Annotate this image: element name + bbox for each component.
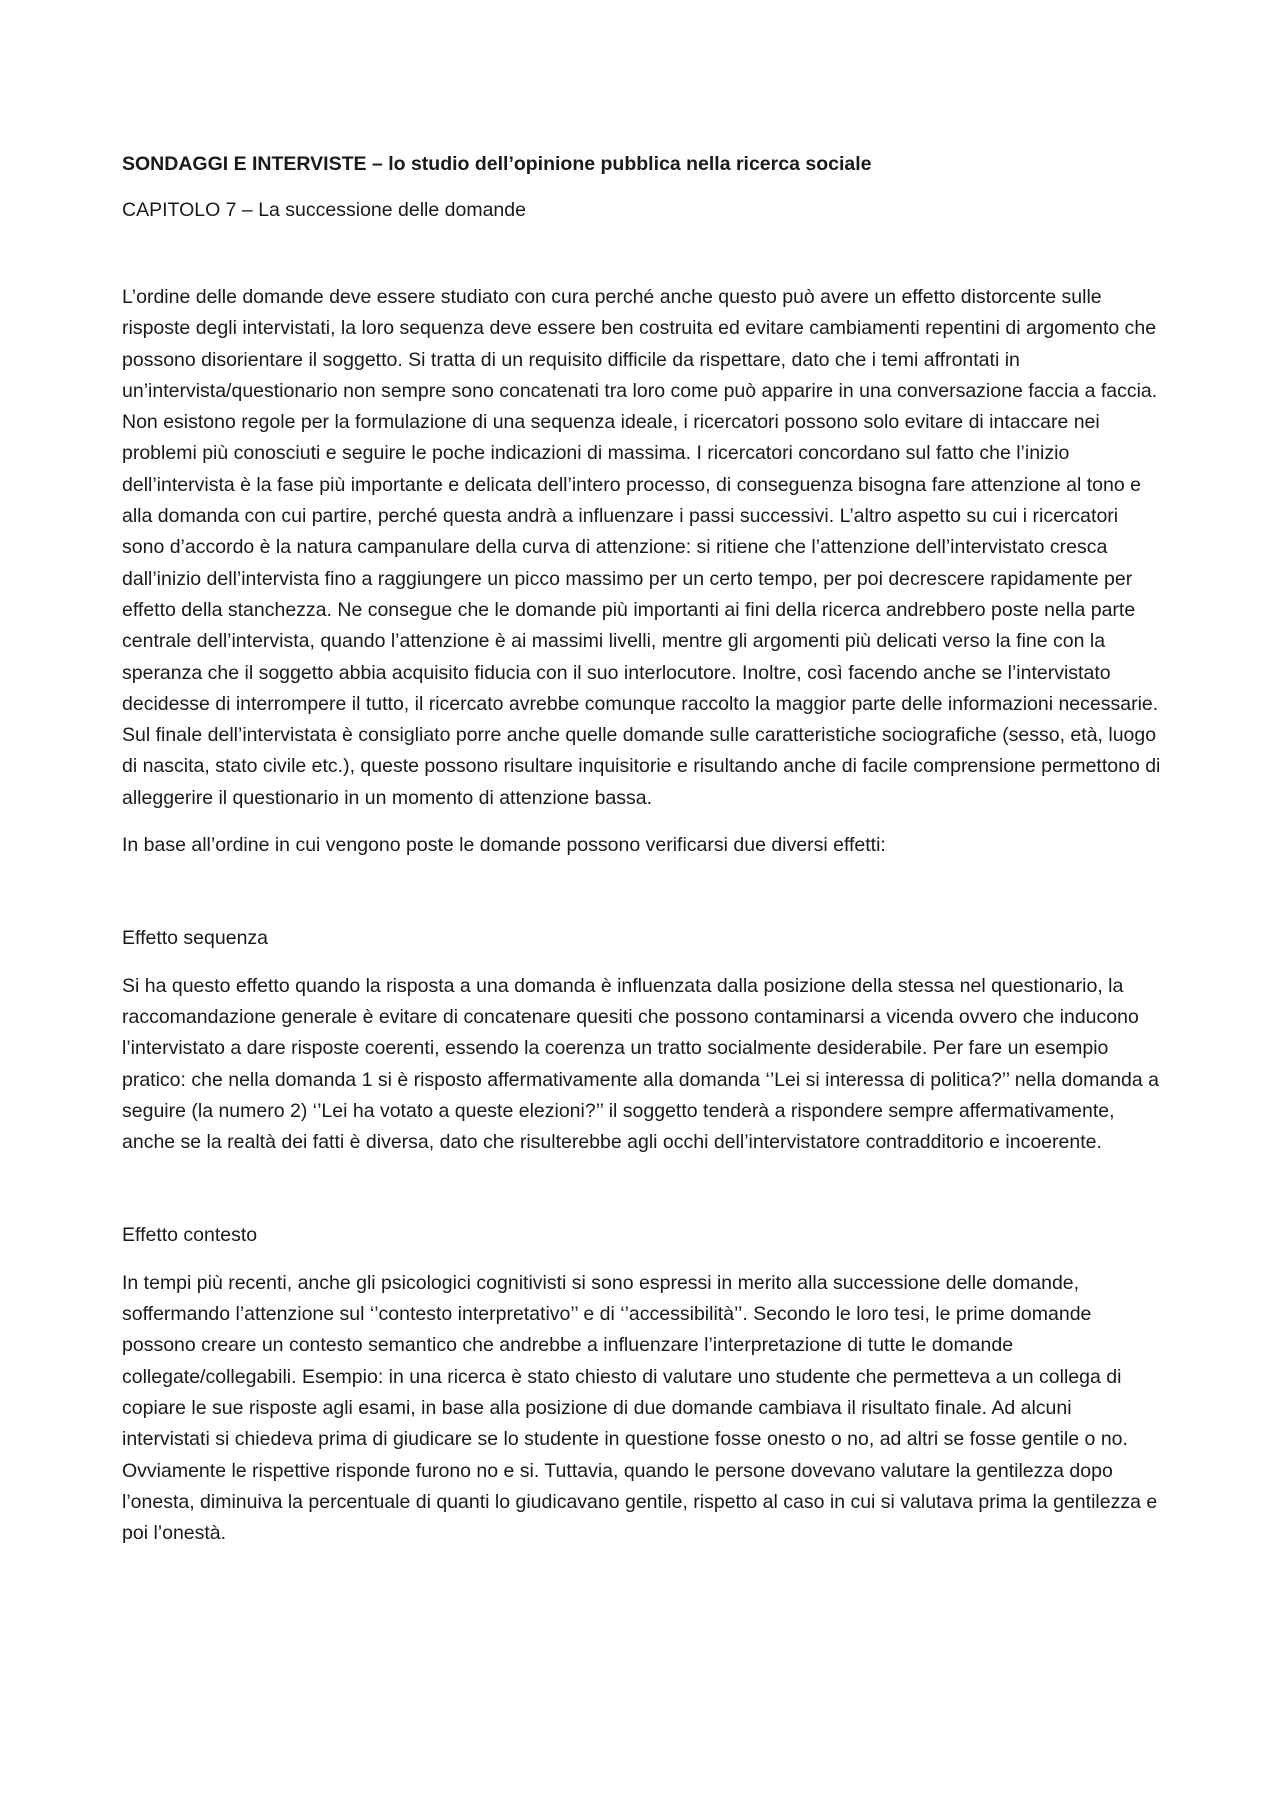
section-heading-effetto-sequenza: Effetto sequenza xyxy=(122,927,269,950)
chapter-heading: CAPITOLO 7 – La successione delle domande xyxy=(122,199,526,221)
section-heading-effetto-contesto: Effetto contesto xyxy=(122,1224,258,1247)
effects-intro-paragraph: In base all’ordine in cui vengono poste le domande possono verificarsi due diversi effetti: xyxy=(122,834,886,857)
section-body-effetto-sequenza: Si ha questo effetto quando la risposta a una domanda è influenzata dalla posizione della stessa nel questionario, la raccomandazione generale è evitare di concatenare quesiti che possono contaminarsi a vicenda ovvero che inducono l’intervistato a dare risposte coerenti, essendo la coerenza un tratto socialmente desiderabile. Per fare un esempio pratico: che nella domanda 1 si è risposto affermativamente alla domanda ‘’Lei si interessa di politica?’’ nella domanda a seguire (la numero 2) ‘’Lei ha votato a queste elezioni?’’ il soggetto tenderà a rispondere sempre affermativamente, anche se la realtà dei fatti è diversa, dato che risulterebbe agli occhi dell’intervistatore contradditorio e incoerente. xyxy=(122,974,1159,1154)
intro-paragraph: L’ordine delle domande deve essere studiato con cura perché anche questo può avere un effetto distorcente sulle risposte degli intervistati, la loro sequenza deve essere ben costruita ed evitare cambiamenti repentini di argomento che possono disorientare il soggetto. Si tratta di un requisito difficile da rispettare, dato che i temi affrontati in un’intervista/questionario non sempre sono concatenati tra loro come può apparire in una conversazione faccia a faccia. Non esistono regole per la formulazione di una sequenza ideale, i ricercatori possono solo evitare di intaccare nei problemi più conosciuti e seguire le poche indicazioni di massima. I ricercatori concordano sul fatto che l’inizio dell’intervista è la fase più importante e delicata dell’intero processo, di conseguenza bisogna fare attenzione al tono e alla domanda con cui partire, perché questa andrà a influenzare i passi successivi. L’altro aspetto su cui i ricercatori sono d’accordo è la natura campanulare della curva di attenzione: si ritiene che l’attenzione dell’intervistato cresca dall’inizio dell’intervista fino a raggiungere un picco massimo per un certo tempo, per poi decrescere rapidamente per effetto della stanchezza. Ne consegue che le domande più importanti ai fini della ricerca andrebbero poste nella parte centrale dell’intervista, quando l’attenzione è ai massimi livelli, mentre gli argomenti più delicati verso la fine con la speranza che il soggetto abbia acquisito fiducia con il suo interlocutore. Inoltre, così facendo anche se l’intervistato decidesse di interrompere il tutto, il ricercato avrebbe comunque raccolto la maggior parte delle informazioni necessarie. Sul finale dell’intervistata è consigliato porre anche quelle domande sulle caratteristiche sociografiche (sesso, età, luogo di nascita, stato civile etc.), queste possono risultare inquisitorie e risultando anche di facile comprensione permettono di alleggerire il questionario in un momento di attenzione bassa. xyxy=(122,286,1161,809)
document-page xyxy=(122,150,1162,1565)
section-body-effetto-contesto: In tempi più recenti, anche gli psicologici cognitivisti si sono espressi in merito alla successione delle domande, soffermando l’attenzione sul ‘’contesto interpretativo’’ e di ‘’accessibilità’’. Secondo le loro tesi, le prime domande possono creare un contesto semantico che andrebbe a influenzare l’interpretazione di tutte le domande collegate/collegabili. Esempio: in una ricerca è stato chiesto di valutare uno studente che permetteva a un collega di copiare le sue risposte agli esami, in base alla posizione di due domande cambiava il risultato finale. Ad alcuni intervistati si chiedeva prima di giudicare se lo studente in questione fosse onesto o no, ad altri se fosse gentile o no. Ovviamente le rispettive risponde furono no e si. Tuttavia, quando le persone dovevano valutare la gentilezza dopo l’onesta, diminuiva la percentuale di quanti lo giudicavano gentile, rispetto al caso in cui si valutava prima la gentilezza e poi l’onestà. xyxy=(122,1271,1158,1545)
document-title: SONDAGGI E INTERVISTE – lo studio dell’opinione pubblica nella ricerca sociale xyxy=(122,153,872,175)
section-spacer xyxy=(122,877,1162,923)
section-spacer xyxy=(122,1174,1162,1220)
